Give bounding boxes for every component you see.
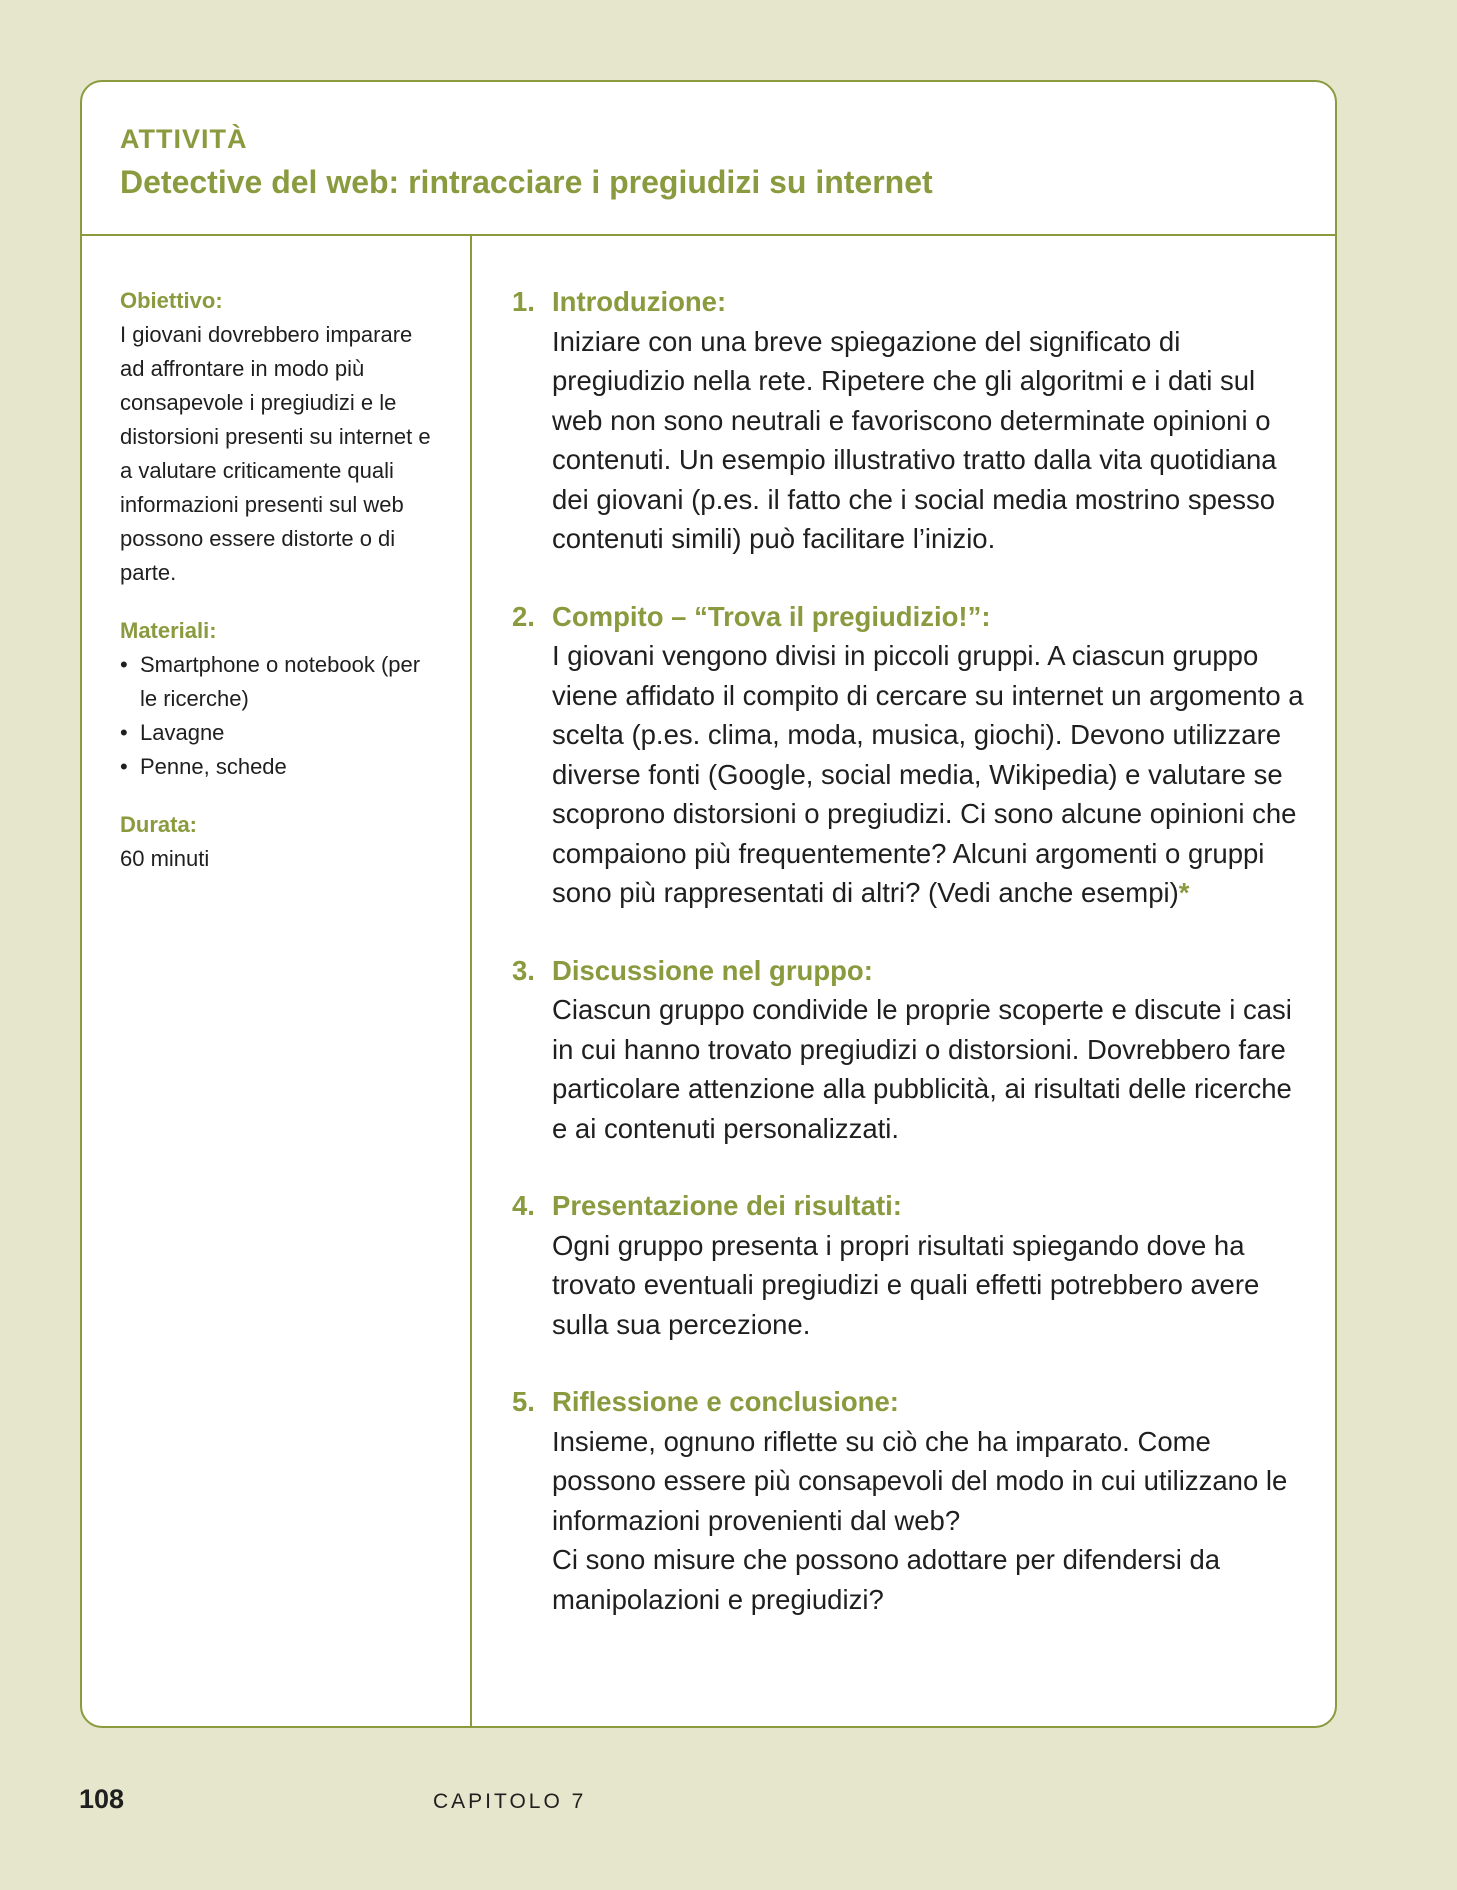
bullet-icon: • — [120, 720, 128, 745]
step-text: Iniziare con una breve spiegazione del significato di pregiudizio nella rete. Ripetere che gli algoritmi e i dati sul web non sono neutrali e favoriscono determinate opinioni o contenuti. Un esempio illustrativo tratto dalla vita quotidiana dei giovani (p.es. il fatto che i social media mostrino spesso contenuti simili) può facilitare l’inizio. — [552, 325, 1277, 554]
step-body — [552, 1382, 1305, 1619]
list-item — [120, 716, 440, 750]
step-text: Ogni gruppo presenta i propri risultati spiegando dove ha trovato eventuali pregiudizi e quali effetti potrebbero avere sulla sua percezione. — [552, 1229, 1260, 1340]
material-item-text: Penne, schede — [140, 754, 287, 779]
duration-label: Durata: — [120, 812, 198, 837]
step-body — [552, 597, 1305, 913]
activity-title: Detective del web: rintracciare i pregiudizi su internet — [120, 164, 933, 200]
objective-text: I giovani dovrebbero imparare ad affrontare in modo più consapevole i pregiudizi e le distorsioni presenti su internet e a valutare criticamente quali informazioni presenti sul web possono essere distorte o di parte. — [120, 322, 431, 585]
card-columns — [82, 236, 1335, 1726]
duration-text: 60 minuti — [120, 846, 210, 871]
step-body — [552, 951, 1305, 1149]
step-item — [512, 282, 1305, 559]
list-item — [120, 750, 440, 784]
step-number: 5. — [512, 1386, 535, 1417]
chapter-label: CAPITOLO 7 — [433, 1790, 587, 1813]
step-title: Presentazione dei risultati: — [552, 1190, 902, 1221]
activity-kicker: ATTIVITÀ — [120, 124, 248, 154]
step-text-wrapper — [552, 636, 1305, 913]
step-number: 4. — [512, 1190, 535, 1221]
step-number: 1. — [512, 286, 535, 317]
step-number: 3. — [512, 954, 535, 986]
objective-label: Obiettivo: — [120, 288, 223, 313]
bullet-icon: • — [120, 652, 128, 677]
step-text: I giovani vengono divisi in piccoli gruppi. A ciascun gruppo viene affidato il compito di cercare su internet un argomento a scelta (p.es. clima, moda, musica, giochi). Devono utilizzare diverse fonti (Google, social media, Wikipedia) e valutare se scoprono distorsioni o pregiudizi. Ci sono alcune opinioni che compaiono più frequentemente? Alcuni argomenti o gruppi sono più rappresentati di altri? (Vedi anche esempi) — [552, 640, 1304, 908]
step-text: Ciascun gruppo condivide le proprie scoperte e discute i casi in cui hanno trovato pregiudizi o distorsioni. Dovrebbero fare particolare attenzione alla pubblicità, ai risultati delle ricerche e ai contenuti personalizzati. — [552, 994, 1292, 1144]
activity-card — [80, 80, 1337, 1728]
step-number: 2. — [512, 600, 535, 632]
step-text: Insieme, ognuno riflette su ciò che ha imparato. Come possono essere più consapevoli del modo in cui utilizzano le informazioni provenienti dal web? — [552, 1425, 1288, 1536]
card-header — [82, 82, 1335, 236]
duration-block — [120, 808, 440, 876]
material-item-text: Smartphone o notebook (per le ricerche) — [140, 652, 421, 711]
footnote-asterisk: * — [1178, 877, 1190, 908]
materials-label: Materiali: — [120, 618, 217, 643]
bullet-icon: • — [120, 754, 128, 779]
materials-block — [120, 614, 440, 784]
step-body — [552, 1186, 1305, 1344]
materials-list — [120, 648, 440, 784]
sidebar — [82, 236, 472, 1726]
page-number: 108 — [79, 1784, 125, 1814]
steps-list — [472, 236, 1335, 1726]
step-item — [512, 951, 1305, 1149]
step-title: Discussione nel gruppo: — [552, 954, 873, 986]
material-item-text: Lavagne — [140, 720, 225, 745]
list-item — [120, 648, 440, 716]
step-title: Compito – “Trova il pregiudizio!”: — [552, 600, 991, 632]
step-item — [512, 1382, 1305, 1619]
objective-block — [120, 284, 440, 590]
step-body — [552, 282, 1305, 559]
step-text-secondary: Ci sono misure che possono adottare per difendersi da manipolazioni e pregiudizi? — [552, 1544, 1221, 1615]
step-title: Riflessione e conclusione: — [552, 1386, 899, 1417]
step-title: Introduzione: — [552, 286, 727, 317]
step-item — [512, 1186, 1305, 1344]
step-item — [512, 597, 1305, 913]
